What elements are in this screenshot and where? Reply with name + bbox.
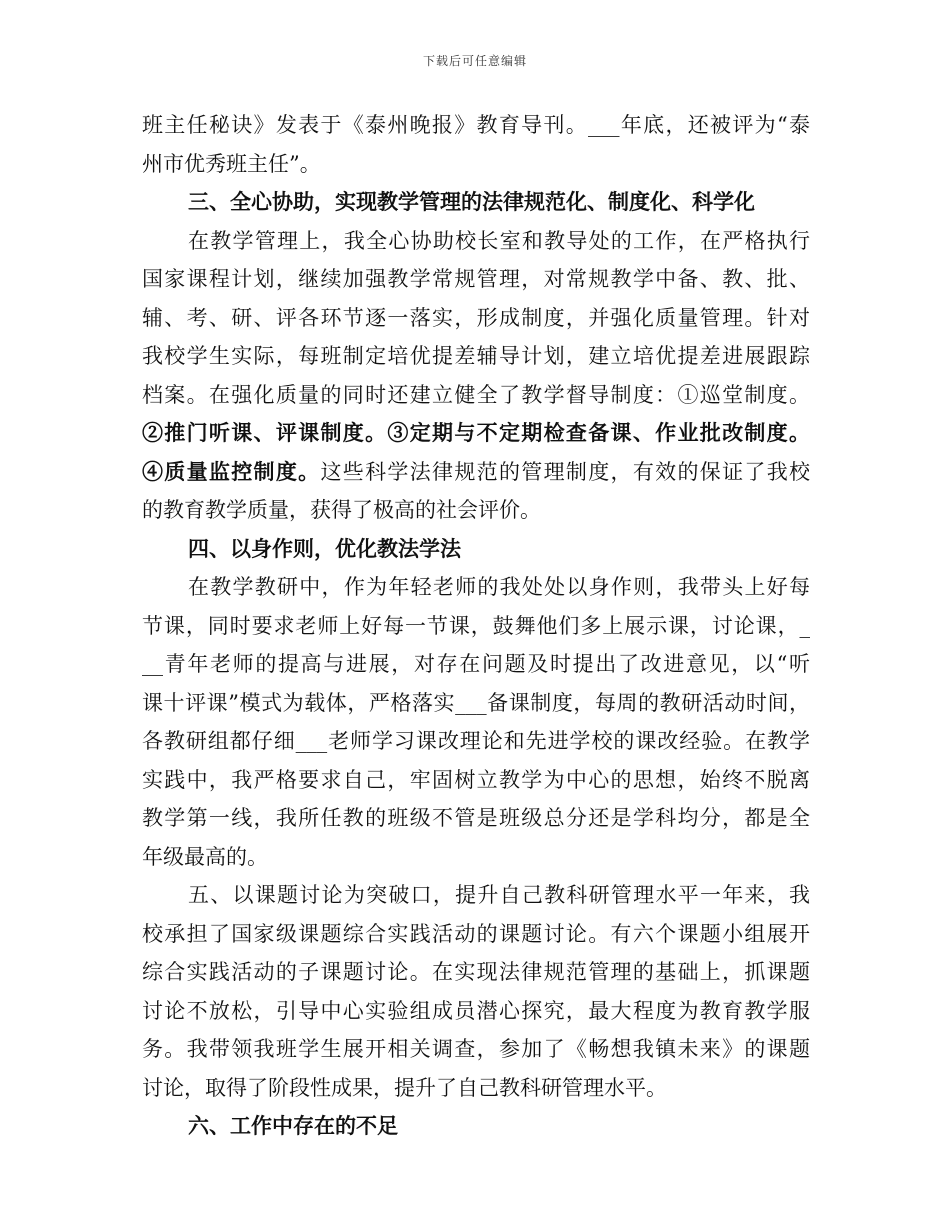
document-body [142,106,810,1146]
line-text: 这些科学法律规范的管理制度，有效的保证了我校 [320,459,810,484]
paragraph-line: 各教研组都仔细___老师学习课改理论和先进学校的课改经验。在教学 [142,729,810,753]
bold-phrase: ④质量监控制度。 [142,458,321,484]
paragraph-line: 校承担了国家级课题综合实践活动的课题讨论。有六个课题小组展开 [142,921,810,946]
paragraph-line: 州市优秀班主任”。 [142,151,321,176]
section-heading-6: 六、工作中存在的不足 [188,1113,398,1138]
paragraph-line: 教学第一线，我所任教的班级不管是班级总分还是学科均分，都是全 [142,806,810,830]
paragraph-line: 务。我带领我班学生展开相关调查，参加了《畅想我镇未来》的课题 [142,1037,810,1061]
paragraph-line: 我校学生实际，每班制定培优提差辅导计划，建立培优提差进展跟踪 [142,344,810,368]
paragraph-line: 在教学教研中，作为年轻老师的我处处以身作则，我带头上好每 [188,575,810,599]
paragraph-line: __青年老师的提高与进展，对存在问题及时提出了改进意见，以“听 [142,652,810,676]
paragraph-line: 综合实践活动的子课题讨论。在实现法律规范管理的基础上，抓课题 [142,960,810,984]
paragraph-line: 国家课程计划，继续加强教学常规管理，对常规教学中备、教、批、 [142,267,810,291]
paragraph-line: 在教学管理上，我全心协助校长室和教导处的工作，在严格执行 [188,228,810,253]
section-heading-4: 四、以身作则，优化教法学法 [188,535,461,561]
paragraph-line: 讨论，取得了阶段性成果，提升了自己教科研管理水平。 [142,1075,667,1100]
paragraph-line: 讨论不放松，引导中心实验组成员潜心探究，最大程度为教育教学服 [142,998,810,1023]
paragraph-line-mixed [142,453,810,492]
paragraph-line: 课十评课”模式为载体，严格落实___备课制度，每周的教研活动时间， [142,690,810,715]
paragraph-line: 的教育教学质量，获得了极高的社会评价。 [142,498,541,522]
paragraph-line: 实践中，我严格要求自己，牢固树立教学为中心的思想，始终不脱离 [142,767,810,792]
paragraph-line: 节课，同时要求老师上好每一节课，鼓舞他们多上展示课，讨论课，_ [142,613,810,638]
paragraph-line: 档案。在强化质量的同时还建立健全了教学督导制度：①巡堂制度。 [142,382,810,407]
section-heading-5-line: 五、以课题讨论为突破口，提升自己教科研管理水平一年来，我 [188,883,810,907]
section-heading-3: 三、全心协助，实现教学管理的法律规范化、制度化、科学化 [188,189,755,214]
paragraph-line: 年级最高的。 [142,844,268,869]
paragraph-line: 辅、考、研、评各环节逐一落实，形成制度，并强化质量管理。针对 [142,305,810,330]
paragraph-line-bold: ②推门听课、评课制度。③定期与不定期检查备课、作业批改制度。 [142,420,810,445]
paragraph-line: 班主任秘诀》发表于《泰州晚报》教育导刊。___年底，还被评为“泰 [142,113,810,137]
page-header-note: 下载后可任意编辑 [422,54,527,68]
